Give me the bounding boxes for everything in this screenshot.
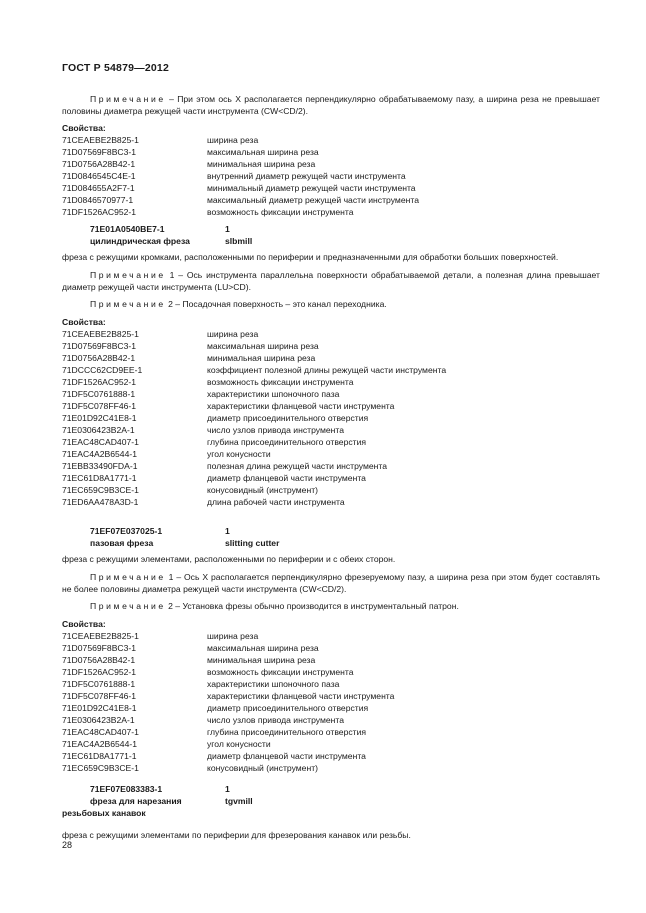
- entry-name-ru: фреза для нарезания: [90, 796, 182, 806]
- property-description: минимальный диаметр режущей части инструмента: [207, 183, 416, 193]
- property-id: 71DF5C0761888-1: [62, 389, 136, 399]
- entry-name-en: tgvmill: [225, 796, 253, 806]
- entry-code: 71EF07E037025-1: [90, 526, 163, 536]
- property-row: [62, 484, 600, 496]
- entry-name-ru-cont: резьбовых канавок: [62, 808, 146, 818]
- property-row: [62, 134, 600, 146]
- property-row: [62, 328, 600, 340]
- property-row: [62, 642, 600, 654]
- property-id: 71D07569F8BC3-1: [62, 147, 137, 157]
- note-text: – При этом ось X располагается перпендикулярно обрабатываемому пазу, а ширина реза не превышает половины диаметра режущей части инструмента (CW<CD/2).: [62, 94, 600, 116]
- entry-name-ru: пазовая фреза: [90, 538, 154, 548]
- property-description: полезная длина режущей части инструмента: [207, 461, 388, 471]
- property-description: угол конусности: [207, 449, 271, 459]
- note-paragraph: [62, 93, 600, 117]
- property-description: максимальная ширина реза: [207, 643, 319, 653]
- property-row: [62, 460, 600, 472]
- property-row: [62, 400, 600, 412]
- standard-header: ГОСТ Р 54879—2012: [62, 62, 170, 74]
- entry-definition: фреза с режущими элементами, расположенными по периферии и с обеих сторон.: [62, 554, 396, 564]
- property-row: [62, 714, 600, 726]
- property-id: 71D084655A2F7-1: [62, 183, 135, 193]
- property-description: минимальная ширина реза: [207, 159, 316, 169]
- property-id: 71CEAEBE2B825-1: [62, 135, 139, 145]
- property-row: [62, 194, 600, 206]
- property-id: 71ED6AA478A3D-1: [62, 497, 139, 507]
- property-row: [62, 170, 600, 182]
- properties-list: [62, 630, 600, 774]
- property-id: 71D0846545C4E-1: [62, 171, 136, 181]
- property-row: [62, 352, 600, 364]
- entry-code: 71EF07E083383-1: [90, 784, 163, 794]
- property-row: [62, 388, 600, 400]
- entry-heading: [62, 223, 600, 247]
- entry-heading: [62, 525, 600, 549]
- entry-tgvmill: [62, 783, 600, 841]
- note-2: Примечание 2 – Посадочная поверхность – это канал переходника.: [90, 299, 387, 309]
- entry-definition: фреза с режущими кромками, расположенными по периферии и предназначенными для обработки больших поверхностей.: [62, 252, 559, 262]
- property-description: диаметр присоединительного отверстия: [207, 703, 369, 713]
- property-description: минимальная ширина реза: [207, 655, 316, 665]
- property-id: 71D0846570977-1: [62, 195, 134, 205]
- property-id: 71D0756A28B42-1: [62, 353, 136, 363]
- property-id: 71E01D92C41E8-1: [62, 703, 137, 713]
- property-description: угол конусности: [207, 739, 271, 749]
- properties-title: Свойства:: [62, 317, 106, 327]
- property-id: 71CEAEBE2B825-1: [62, 329, 139, 339]
- property-row: [62, 678, 600, 690]
- property-row: [62, 376, 600, 388]
- entry-version: 1: [225, 784, 230, 794]
- property-description: характеристики фланцевой части инструмента: [207, 401, 395, 411]
- property-description: характеристики фланцевой части инструмента: [207, 691, 395, 701]
- note-1: Примечание 1 – Ось инструмента параллельна поверхности обрабатываемой детали, а полезная длина превышает диаметр режущей части инструмента (LU>CD).: [62, 270, 600, 292]
- property-id: 71DF5C078FF46-1: [62, 691, 137, 701]
- properties-list: [62, 328, 600, 508]
- property-description: максимальная ширина реза: [207, 147, 319, 157]
- property-description: ширина реза: [207, 329, 259, 339]
- entry-name-en: slitting cutter: [225, 538, 280, 548]
- properties-list: [62, 134, 600, 218]
- property-description: глубина присоединительного отверстия: [207, 727, 367, 737]
- property-row: [62, 424, 600, 436]
- property-id: 71EC61D8A1771-1: [62, 473, 137, 483]
- property-description: коэффициент полезной длины режущей части инструмента: [207, 365, 447, 375]
- property-id: 71D0756A28B42-1: [62, 159, 136, 169]
- property-description: диаметр фланцевой части инструмента: [207, 473, 366, 483]
- property-description: возможность фиксации инструмента: [207, 667, 354, 677]
- property-description: минимальная ширина реза: [207, 353, 316, 363]
- property-description: внутренний диаметр режущей части инструмента: [207, 171, 406, 181]
- property-row: [62, 436, 600, 448]
- property-id: 71DF1526AC952-1: [62, 377, 137, 387]
- page-number: 28: [62, 840, 73, 850]
- note-2: Примечание 2 – Установка фрезы обычно производится в инструментальный патрон.: [90, 601, 459, 611]
- property-description: максимальный диаметр режущей части инструмента: [207, 195, 419, 205]
- property-row: [62, 364, 600, 376]
- property-id: 71DF5C0761888-1: [62, 679, 136, 689]
- property-id: 71CEAEBE2B825-1: [62, 631, 139, 641]
- property-row: [62, 738, 600, 750]
- entry-version: 1: [225, 526, 230, 536]
- entry-heading: [62, 783, 600, 807]
- property-row: [62, 206, 600, 218]
- property-description: конусовидный (инструмент): [207, 485, 319, 495]
- property-description: характеристики шпоночного паза: [207, 389, 340, 399]
- property-row: [62, 630, 600, 642]
- property-description: ширина реза: [207, 135, 259, 145]
- property-id: 71EC659C9B3CE-1: [62, 485, 139, 495]
- property-description: длина рабочей части инструмента: [207, 497, 345, 507]
- property-row: [62, 750, 600, 762]
- property-id: 71EBB33490FDA-1: [62, 461, 138, 471]
- properties-title: Свойства:: [62, 619, 106, 629]
- property-id: 71D07569F8BC3-1: [62, 643, 137, 653]
- property-row: [62, 654, 600, 666]
- entry-slbmill: [62, 223, 600, 508]
- property-id: 71E0306423B2A-1: [62, 425, 135, 435]
- entry-version: 1: [225, 224, 230, 234]
- property-row: [62, 448, 600, 460]
- property-description: характеристики шпоночного паза: [207, 679, 340, 689]
- property-row: [62, 702, 600, 714]
- entry-name-en: slbmill: [225, 236, 253, 246]
- property-row: [62, 158, 600, 170]
- entry-code: 71E01A0540BE7-1: [90, 224, 165, 234]
- property-id: 71DF1526AC952-1: [62, 667, 137, 677]
- property-id: 71EC61D8A1771-1: [62, 751, 137, 761]
- property-id: 71DCCC62CD9EE-1: [62, 365, 143, 375]
- property-row: [62, 762, 600, 774]
- property-id: 71EC659C9B3CE-1: [62, 763, 139, 773]
- entry-definition: фреза с режущими элементами по периферии для фрезерования канавок или резьбы.: [62, 830, 411, 840]
- property-description: максимальная ширина реза: [207, 341, 319, 351]
- property-description: глубина присоединительного отверстия: [207, 437, 367, 447]
- property-description: диаметр фланцевой части инструмента: [207, 751, 366, 761]
- property-id: 71EAC48CAD407-1: [62, 727, 139, 737]
- property-id: 71DF5C078FF46-1: [62, 401, 137, 411]
- property-row: [62, 726, 600, 738]
- properties-title: Свойства:: [62, 123, 106, 133]
- property-id: 71D0756A28B42-1: [62, 655, 136, 665]
- property-description: ширина реза: [207, 631, 259, 641]
- property-row: [62, 412, 600, 424]
- entry-slitting-cutter: [62, 525, 600, 774]
- property-row: [62, 146, 600, 158]
- property-row: [62, 340, 600, 352]
- note-1: Примечание 1 – Ось X располагается перпендикулярно фрезеруемому пазу, а ширина реза при этом будет составлять не более половины диаметра режущей части инструмента (CW<CD/2).: [62, 572, 600, 594]
- property-row: [62, 496, 600, 508]
- section-1: [62, 93, 600, 218]
- property-row: [62, 472, 600, 484]
- property-description: число узлов привода инструмента: [207, 425, 345, 435]
- property-id: 71E01D92C41E8-1: [62, 413, 137, 423]
- property-description: возможность фиксации инструмента: [207, 377, 354, 387]
- note-label: Примечание: [90, 94, 166, 104]
- property-id: 71EAC4A2B6544-1: [62, 739, 138, 749]
- property-description: возможность фиксации инструмента: [207, 207, 354, 217]
- property-row: [62, 690, 600, 702]
- property-id: 71DF1526AC952-1: [62, 207, 137, 217]
- property-id: 71D07569F8BC3-1: [62, 341, 137, 351]
- property-description: конусовидный (инструмент): [207, 763, 319, 773]
- entry-name-ru: цилиндрическая фреза: [90, 236, 190, 246]
- property-id: 71E0306423B2A-1: [62, 715, 135, 725]
- property-row: [62, 182, 600, 194]
- property-id: 71EAC48CAD407-1: [62, 437, 139, 447]
- property-id: 71EAC4A2B6544-1: [62, 449, 138, 459]
- property-description: число узлов привода инструмента: [207, 715, 345, 725]
- property-description: диаметр присоединительного отверстия: [207, 413, 369, 423]
- property-row: [62, 666, 600, 678]
